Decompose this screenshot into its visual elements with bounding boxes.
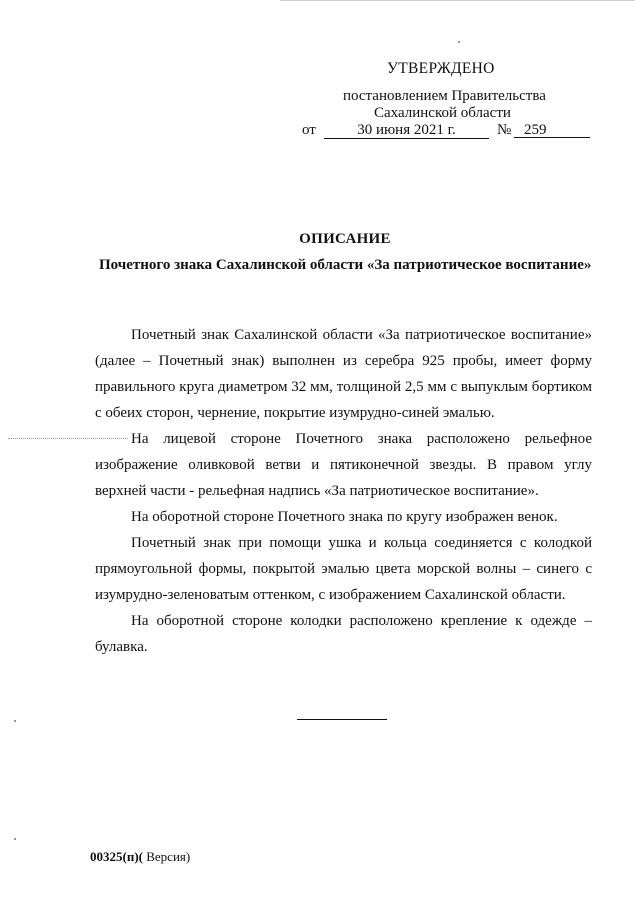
- number-sign: №: [497, 122, 512, 138]
- document-title: ОПИСАНИЕ: [299, 231, 391, 247]
- paragraph-5: На оборотной стороне колодки расположено крепление к одежде – булавка.: [95, 613, 592, 655]
- approved-heading: УТВЕРЖДЕНО: [387, 60, 495, 77]
- decree-date: 30 июня 2021 г.: [324, 121, 489, 139]
- scan-speck: [14, 838, 16, 840]
- page-edge-top: [280, 0, 635, 1]
- decree-line-2: Сахалинской области: [374, 105, 511, 121]
- scan-speck: [458, 41, 460, 43]
- paragraph-4: Почетный знак при помощи ушка и кольца соединяется с колодкой прямоугольной формы, покрытой эмалью цвета морской волны – синего с изумрудно-зеленоватым оттенком, с изображением Сахалинской области.: [95, 535, 592, 603]
- document-subtitle: Почетного знака Сахалинской области «За патриотическое воспитание»: [99, 257, 592, 273]
- end-divider: [297, 719, 387, 720]
- footer-code: [90, 849, 190, 865]
- document-code: 00325(п)(: [90, 849, 143, 864]
- document-body: [95, 322, 592, 660]
- decree-line-1: постановлением Правительства: [343, 88, 546, 104]
- paragraph-3: На оборотной стороне Почетного знака по кругу изображен венок.: [131, 509, 558, 525]
- paragraph-2: На лицевой стороне Почетного знака расположено рельефное изображение оливковой ветви и пятиконечной звезды. В правом углу верхней части - рельефная надпись «За патриотическое воспитание».: [95, 431, 592, 499]
- decree-number: 259: [514, 121, 590, 138]
- scan-speck: [14, 720, 16, 722]
- from-label: от: [302, 122, 316, 138]
- version-label: Версия): [142, 849, 191, 864]
- paragraph-1: Почетный знак Сахалинской области «За патриотическое воспитание» (далее – Почетный знак) выполнен из серебра 925 пробы, имеет форму правильного круга диаметром 32 мм, толщиной 2,5 мм с выпуклым бортиком с обеих сторон, чернение, покрытие изумрудно-синей эмалью.: [95, 327, 592, 421]
